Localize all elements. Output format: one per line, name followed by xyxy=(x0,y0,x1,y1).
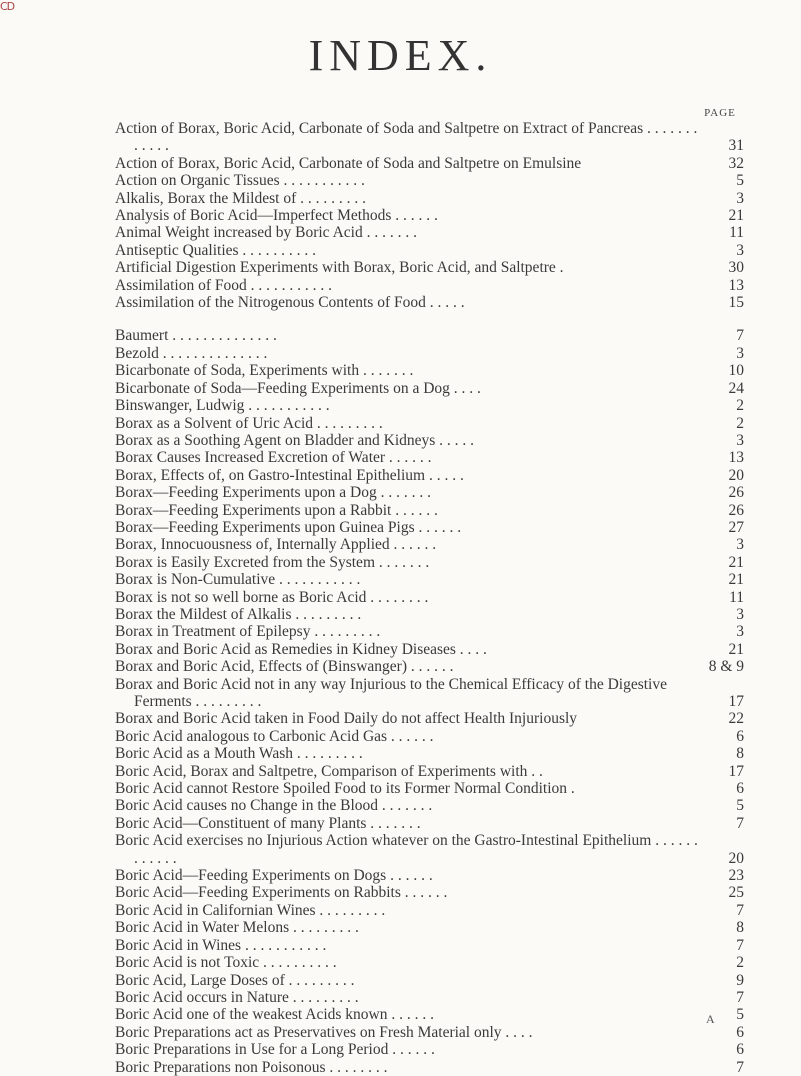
index-entry-page: 20 xyxy=(728,466,744,484)
index-entries xyxy=(115,120,750,1076)
index-entry-text: Borax and Boric Acid taken in Food Daily do not affect Health Injuriously xyxy=(115,710,578,728)
index-entry xyxy=(115,989,750,1006)
index-entry xyxy=(115,815,750,832)
index-entry-page: 6 xyxy=(736,1023,744,1041)
index-entry-page: 11 xyxy=(729,588,744,606)
index-entry xyxy=(115,606,750,623)
index-entry xyxy=(115,919,750,936)
index-entry-text: Boric Acid in Californian Wines . . . . . . . . . xyxy=(115,901,386,919)
index-entry xyxy=(115,658,750,675)
index-entry-page: 17 xyxy=(728,693,744,710)
index-entry xyxy=(115,832,750,867)
index-entry xyxy=(115,155,750,172)
index-entry xyxy=(115,362,750,379)
index-entry-page: 13 xyxy=(728,449,744,467)
group-gap xyxy=(115,311,750,327)
index-entry xyxy=(115,519,750,536)
index-entry xyxy=(115,797,750,814)
index-entry-text: Boric Acid, Borax and Saltpetre, Comparison of Experiments with . . xyxy=(115,762,543,780)
index-entry xyxy=(115,676,750,711)
index-entry xyxy=(115,277,750,294)
index-entry-text: Borax Causes Increased Excretion of Water . . . . . . xyxy=(115,449,432,467)
index-entry-text: Boric Acid, Large Doses of . . . . . . . . . xyxy=(115,971,355,989)
index-entry xyxy=(115,502,750,519)
index-entry-page: 31 xyxy=(728,137,744,155)
index-entry-text: Action of Borax, Boric Acid, Carbonate of Soda and Saltpetre on Emulsine xyxy=(115,154,582,172)
index-entry-page: 3 xyxy=(736,605,744,623)
index-entry-text: Boric Acid cannot Restore Spoiled Food to its Former Normal Condition . xyxy=(115,780,575,798)
index-entry-text: Boric Preparations act as Preservatives on Fresh Material only . . . . xyxy=(115,1023,533,1041)
index-entry xyxy=(115,972,750,989)
index-entry-page: 7 xyxy=(736,1058,744,1076)
index-entry xyxy=(115,954,750,971)
index-entry-text: Antiseptic Qualities . . . . . . . . . . xyxy=(115,241,317,259)
index-entry xyxy=(115,763,750,780)
index-entry-page: 3 xyxy=(736,623,744,641)
index-entry xyxy=(115,397,750,414)
index-entry-page: 22 xyxy=(728,710,744,728)
index-entry-page: 21 xyxy=(728,553,744,571)
index-entry-page: 32 xyxy=(728,154,744,172)
index-entry-page: 5 xyxy=(736,1006,744,1024)
index-entry-page: 10 xyxy=(728,362,744,380)
index-entry-page: 2 xyxy=(736,954,744,972)
index-entry-text: Bicarbonate of Soda, Experiments with . . . . . . . xyxy=(115,362,414,380)
index-entry-page: 5 xyxy=(736,172,744,190)
index-entry xyxy=(115,190,750,207)
index-entry-text: Borax the Mildest of Alkalis . . . . . . . . . xyxy=(115,605,362,623)
index-entry-page: 21 xyxy=(728,571,744,589)
index-entry xyxy=(115,745,750,762)
index-entry xyxy=(115,1006,750,1023)
index-entry-text: Borax in Treatment of Epilepsy . . . . . . . . . xyxy=(115,623,381,641)
index-entry-text: Boric Acid exercises no Injurious Action whatever on the Gastro-Intestinal Epithelium . . . . . . . . . . . . xyxy=(115,832,698,867)
index-entry xyxy=(115,589,750,606)
index-entry xyxy=(115,710,750,727)
index-entry-text: Boric Preparations in Use for a Long Period . . . . . . xyxy=(115,1041,435,1059)
index-entry xyxy=(115,224,750,241)
index-entry xyxy=(115,242,750,259)
index-entry-text: Borax, Effects of, on Gastro-Intestinal Epithelium . . . . . xyxy=(115,466,464,484)
index-entry xyxy=(115,345,750,362)
index-entry-page: 11 xyxy=(729,224,744,242)
index-entry-text: Analysis of Boric Acid—Imperfect Methods . . . . . . xyxy=(115,207,438,225)
index-entry xyxy=(115,484,750,501)
index-entry-page: 7 xyxy=(736,327,744,345)
index-entry-text: Boric Preparations non Poisonous . . . . . . . . xyxy=(115,1058,388,1076)
index-entry xyxy=(115,259,750,276)
index-entry-page: 8 xyxy=(736,745,744,763)
signature-mark: A xyxy=(706,1012,715,1026)
index-entry-text: Boric Acid is not Toxic . . . . . . . . . . xyxy=(115,954,337,972)
page-title: INDEX. xyxy=(308,31,493,80)
index-entry-text: Borax as a Soothing Agent on Bladder and Kidneys . . . . . xyxy=(115,431,475,449)
index-entry xyxy=(115,1024,750,1041)
index-entry xyxy=(115,937,750,954)
index-entry-page: 13 xyxy=(728,276,744,294)
index-entry-text: Boric Acid—Feeding Experiments on Rabbits . . . . . . xyxy=(115,884,448,902)
index-entry-page: 21 xyxy=(728,640,744,658)
index-entry xyxy=(115,571,750,588)
index-entry-page: 27 xyxy=(728,518,744,536)
index-entry-text: Binswanger, Ludwig . . . . . . . . . . . xyxy=(115,397,330,415)
index-entry xyxy=(115,120,750,155)
index-entry-text: Boric Acid as a Mouth Wash . . . . . . . . . xyxy=(115,745,363,763)
index-entry xyxy=(115,641,750,658)
index-entry-text: Borax is not so well borne as Boric Acid . . . . . . . . xyxy=(115,588,429,606)
index-entry xyxy=(115,1059,750,1076)
index-entry-page: 2 xyxy=(736,414,744,432)
margin-mark: CD xyxy=(0,0,15,13)
index-entry-text: Borax and Boric Acid not in any way Injurious to the Chemical Efficacy of the Digestive Ferments . . . . . . . . . xyxy=(115,675,667,710)
index-entry-text: Boric Acid causes no Change in the Blood . . . . . . . xyxy=(115,797,433,815)
index-entry-text: Boric Acid one of the weakest Acids known . . . . . . xyxy=(115,1006,434,1024)
index-entry-page: 3 xyxy=(736,344,744,362)
page-column-label: PAGE xyxy=(704,107,736,119)
index-entry-text: Boric Acid—Constituent of many Plants . . . . . . . xyxy=(115,814,421,832)
index-entry-page: 7 xyxy=(736,936,744,954)
index-entry-text: Boric Acid occurs in Nature . . . . . . . . . xyxy=(115,988,359,1006)
index-entry-page: 26 xyxy=(728,484,744,502)
index-entry-text: Alkalis, Borax the Mildest of . . . . . . . . . xyxy=(115,189,366,207)
index-entry-page: 30 xyxy=(728,259,744,277)
index-entry-text: Borax is Easily Excreted from the System . . . . . . . xyxy=(115,553,430,571)
index-entry-page: 15 xyxy=(728,294,744,312)
index-entry-page: 6 xyxy=(736,780,744,798)
index-entry-page: 3 xyxy=(736,189,744,207)
index-entry-text: Borax, Innocuousness of, Internally Applied . . . . . . xyxy=(115,536,437,554)
index-entry-text: Borax—Feeding Experiments upon Guinea Pigs . . . . . . xyxy=(115,518,462,536)
index-entry-page: 9 xyxy=(736,971,744,989)
index-entry xyxy=(115,172,750,189)
index-entry-text: Bezold . . . . . . . . . . . . . . xyxy=(115,344,268,362)
index-entry-page: 20 xyxy=(728,849,744,867)
index-entry-page: 2 xyxy=(736,397,744,415)
index-entry-page: 17 xyxy=(728,762,744,780)
index-entry-text: Borax and Boric Acid, Effects of (Binswanger) . . . . . . xyxy=(115,658,454,676)
index-entry-text: Action of Borax, Boric Acid, Carbonate of Soda and Saltpetre on Extract of Pancreas . . . . . . . . . . . . xyxy=(115,120,698,155)
index-entry xyxy=(115,327,750,344)
index-entry-page: 7 xyxy=(736,901,744,919)
index-entry xyxy=(115,207,750,224)
index-entry-page: 7 xyxy=(736,988,744,1006)
index-entry-page: 26 xyxy=(728,501,744,519)
index-entry-page: 3 xyxy=(736,536,744,554)
index-entry-text: Borax is Non-Cumulative . . . . . . . . . . . xyxy=(115,571,361,589)
index-entry-page: 24 xyxy=(728,379,744,397)
index-entry-text: Baumert . . . . . . . . . . . . . . xyxy=(115,327,277,345)
index-entry-page: 6 xyxy=(736,1041,744,1059)
index-entry-page: 23 xyxy=(728,867,744,885)
index-entry-text: Boric Acid in Water Melons . . . . . . . . . xyxy=(115,919,359,937)
index-entry-page: 3 xyxy=(736,431,744,449)
index-entry-text: Boric Acid in Wines . . . . . . . . . . . xyxy=(115,936,327,954)
index-entry xyxy=(115,902,750,919)
index-entry-page: 8 xyxy=(736,919,744,937)
index-entry-text: Bicarbonate of Soda—Feeding Experiments on a Dog . . . . xyxy=(115,379,481,397)
index-entry xyxy=(115,380,750,397)
index-entry-page: 21 xyxy=(728,207,744,225)
index-entry-text: Boric Acid analogous to Carbonic Acid Gas . . . . . . xyxy=(115,727,434,745)
index-entry-text: Borax as a Solvent of Uric Acid . . . . . . . . . xyxy=(115,414,383,432)
index-entry xyxy=(115,294,750,311)
index-entry-page: 3 xyxy=(736,241,744,259)
index-entry-text: Artificial Digestion Experiments with Borax, Boric Acid, and Saltpetre . xyxy=(115,259,564,277)
index-entry xyxy=(115,780,750,797)
index-entry xyxy=(115,728,750,745)
index-entry xyxy=(115,467,750,484)
index-entry xyxy=(115,884,750,901)
index-entry-page: 8 & 9 xyxy=(708,658,744,676)
index-entry-page: 25 xyxy=(728,884,744,902)
index-entry-text: Assimilation of Food . . . . . . . . . . . xyxy=(115,276,333,294)
index-entry-text: Animal Weight increased by Boric Acid . . . . . . . xyxy=(115,224,417,242)
index-entry xyxy=(115,623,750,640)
index-entry-text: Assimilation of the Nitrogenous Contents of Food . . . . . xyxy=(115,294,465,312)
index-entry-page: 6 xyxy=(736,727,744,745)
index-entry xyxy=(115,536,750,553)
index-entry xyxy=(115,867,750,884)
index-entry xyxy=(115,554,750,571)
index-entry-page: 7 xyxy=(736,814,744,832)
index-entry-text: Action on Organic Tissues . . . . . . . . . . . xyxy=(115,172,365,190)
index-entry-text: Borax—Feeding Experiments upon a Dog . . . . . . . xyxy=(115,484,431,502)
index-entry xyxy=(115,415,750,432)
index-entry-text: Boric Acid—Feeding Experiments on Dogs . . . . . . xyxy=(115,867,433,885)
index-entry xyxy=(115,432,750,449)
index-entry-page: 5 xyxy=(736,797,744,815)
index-entry-text: Borax—Feeding Experiments upon a Rabbit . . . . . . xyxy=(115,501,438,519)
index-entry-text: Borax and Boric Acid as Remedies in Kidney Diseases . . . . xyxy=(115,640,487,658)
index-entry xyxy=(115,449,750,466)
